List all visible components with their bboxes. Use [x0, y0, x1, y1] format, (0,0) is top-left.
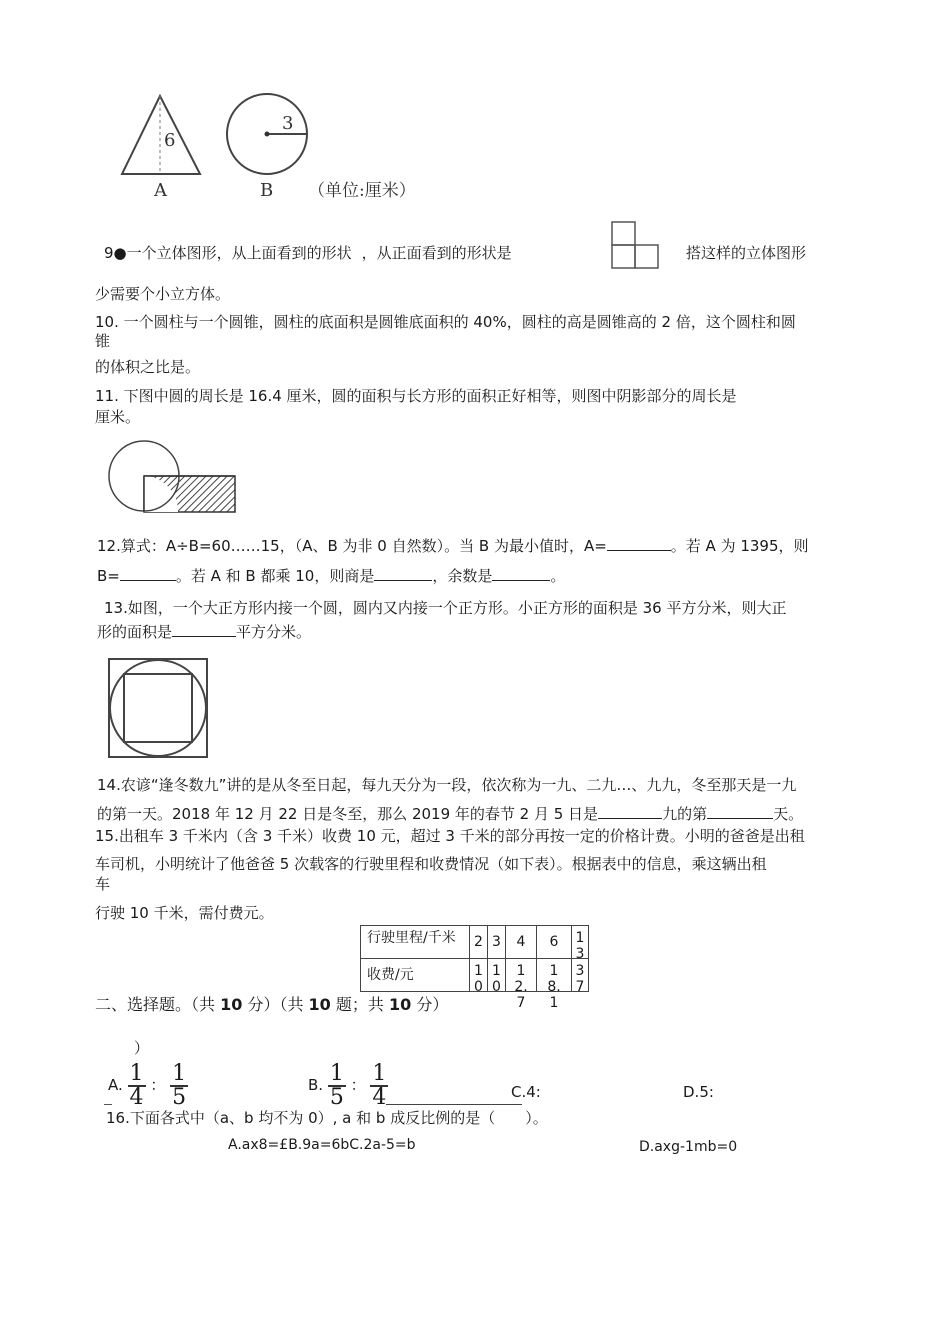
- q12-blank-quotient[interactable]: [374, 566, 432, 581]
- fraction-denominator: 4: [372, 1084, 387, 1110]
- q12-line1: [97, 536, 809, 556]
- choice-d[interactable]: D.5:: [683, 1083, 714, 1101]
- fraction-numerator: 1: [372, 1060, 387, 1086]
- q9-line1-end: 搭这样的立体图形: [686, 244, 807, 262]
- choice-b-label: B.: [308, 1076, 324, 1094]
- table-row: [361, 959, 589, 992]
- q14-line1: 14.农谚“逢冬数九”讲的是从冬至日起，每九天分为一段，依次称为一九、二九…、九九，冬至那天是一九: [97, 776, 797, 794]
- fraction-denominator: 4: [129, 1084, 144, 1110]
- section2-title: [95, 994, 448, 1016]
- section2-title-e: 题；共: [330, 995, 389, 1014]
- q15-line2: 车司机，小明统计了他爸爸 5 次载客的行驶里程和收费情况（如下表）。根据表中的信息，乘这辆出租: [95, 855, 767, 873]
- ratio-separator: ：: [350, 1076, 366, 1094]
- q10-line3: 的体积之比是。: [95, 358, 201, 376]
- choice-b[interactable]: [308, 1060, 388, 1110]
- triangle-label: A: [154, 180, 167, 201]
- q12-text-d: 。若 A 和 B 都乘 10，则商是: [175, 567, 375, 585]
- fraction-denominator: 5: [172, 1084, 187, 1110]
- table-cell: 6: [549, 934, 559, 950]
- choice-a-label: A.: [108, 1076, 123, 1094]
- section2-title-c: 分）（共: [242, 995, 309, 1014]
- q12-blank-b[interactable]: [120, 566, 176, 581]
- fraction-denominator: 5: [329, 1084, 344, 1110]
- q10-line2: 锥: [95, 332, 111, 350]
- q9-text-b: ，从正面看到的形状是: [361, 244, 512, 262]
- table-cell: 3: [492, 934, 501, 950]
- q12-line2: [97, 566, 565, 586]
- underline-mark: [104, 1104, 112, 1105]
- q11-figure: [104, 436, 240, 516]
- fraction-numerator: 1: [329, 1060, 344, 1086]
- unit-label: （单位:厘米）: [308, 181, 416, 201]
- circle-label: B: [260, 180, 274, 201]
- section2-title-b: 10: [220, 995, 243, 1014]
- table-cell: 37: [575, 963, 585, 995]
- q16-option-d[interactable]: D.axg-1mb=0: [639, 1139, 738, 1155]
- q14-text-c: 天。: [773, 805, 804, 823]
- front-view-figure: [610, 220, 664, 272]
- q16-stem: 16.下面各式中（a、b 均不为 0）, a 和 b 成反比例的是（ ）。: [106, 1109, 548, 1127]
- fraction: [370, 1060, 388, 1110]
- prev-question-paren: ）: [134, 1039, 150, 1057]
- q14-text-b: 九的第: [662, 805, 708, 823]
- q16-options-abc[interactable]: A.ax8=£B.9a=6bC.2a-5=b: [228, 1137, 416, 1153]
- section2-title-a: 二、选择题。（共: [95, 995, 221, 1014]
- table-cell: 10: [492, 963, 501, 995]
- q12-text-c: B=: [97, 567, 120, 585]
- choice-c[interactable]: C.4:: [511, 1083, 541, 1101]
- q15-line3: 车: [95, 875, 111, 893]
- q9-text-a: 9●一个立体图形，从上面看到的形状: [104, 244, 352, 262]
- circle-radius-label: 3: [282, 113, 294, 134]
- q10-line1: 10. 一个圆柱与一个圆锥，圆柱的底面积是圆锥底面积的 40%，圆柱的高是圆锥高的 2 倍，这个圆柱和圆: [95, 313, 796, 331]
- q11-line2: 厘米。: [95, 408, 141, 426]
- q13-line2: [97, 622, 311, 642]
- table-cell: 13: [575, 930, 585, 962]
- triangle-shape: [122, 96, 200, 174]
- q12-text-e: ，余数是: [432, 567, 493, 585]
- table-cell: 4: [516, 934, 526, 950]
- fraction: [170, 1060, 188, 1110]
- q14-blank-day[interactable]: [707, 804, 773, 819]
- q12-text-b: 。若 A 为 1395，则: [670, 537, 809, 555]
- table-cell: 2: [474, 934, 483, 950]
- q14-blank-nine[interactable]: [598, 804, 662, 819]
- fare-table: [360, 925, 589, 1011]
- q12-text-f: 。: [550, 567, 566, 585]
- q13-blank[interactable]: [172, 622, 236, 637]
- fraction-numerator: 1: [172, 1060, 187, 1086]
- ratio-separator: ：: [150, 1076, 166, 1094]
- q13-line1: 13.如图，一个大正方形内接一个圆，圆内又内接一个正方形。小正方形的面积是 36 平方分米，则大正: [104, 599, 787, 617]
- q12-blank-remainder[interactable]: [492, 566, 550, 581]
- table-header-distance: 行驶里程/千米: [367, 930, 456, 946]
- small-square: [124, 674, 192, 742]
- table-cell: 10: [474, 963, 483, 995]
- section2-title-d: 10: [308, 995, 331, 1014]
- table-header-fare: 收费/元: [367, 967, 414, 983]
- fraction: [328, 1060, 346, 1110]
- q11-line1: 11. 下图中圆的周长是 16.4 厘米，圆的面积与长方形的面积正好相等，则图中阴影部分的周长是: [95, 387, 737, 405]
- q9-line2: 少需要个小立方体。: [95, 285, 231, 303]
- q14-text-a: 的第一天。2018 年 12 月 22 日是冬至，那么 2019 年的春节 2 月 5 日是: [97, 805, 599, 823]
- q13-text-a: 形的面积是: [97, 623, 173, 641]
- table-cell: 18.1: [547, 963, 561, 1011]
- table-row: [361, 926, 589, 959]
- q15-line4: 行驶 10 千米，需付费元。: [95, 904, 274, 922]
- choice-a[interactable]: [108, 1060, 188, 1110]
- q14-line2: [97, 804, 803, 824]
- section2-title-f: 10: [389, 995, 412, 1014]
- q12-blank-a[interactable]: [607, 536, 671, 551]
- table-cell: 12.7: [514, 963, 528, 1011]
- q12-text-a: 12.算式：A÷B=60……15，（A、B 为非 0 自然数）。当 B 为最小值时，A=: [97, 537, 607, 555]
- section2-title-g: 分）: [411, 995, 449, 1014]
- triangle-height-label: 6: [164, 130, 176, 151]
- answer-line: [386, 1104, 522, 1105]
- q9-line1: [104, 243, 512, 262]
- fraction-numerator: 1: [129, 1060, 144, 1086]
- q15-line1: 15.出租车 3 千米内（含 3 千米）收费 10 元，超过 3 千米的部分再按一定的价格计费。小明的爸爸是出租: [95, 827, 805, 845]
- q13-text-b: 平方分米。: [236, 623, 312, 641]
- q13-figure: [106, 656, 210, 760]
- circle-center-dot: [265, 132, 270, 137]
- fraction: [128, 1060, 146, 1110]
